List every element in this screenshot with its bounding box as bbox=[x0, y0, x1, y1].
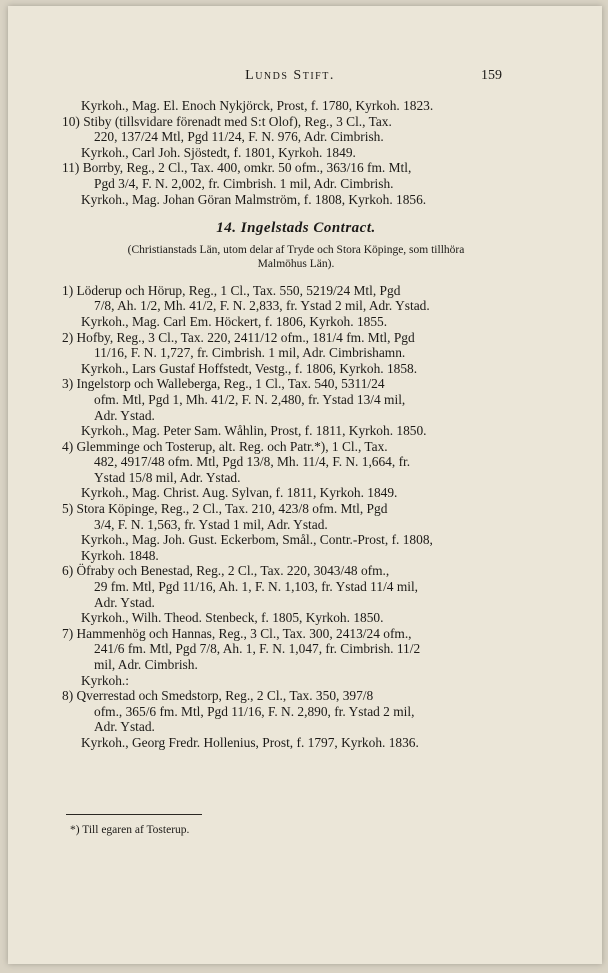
text-line: Kyrkoh., Mag. Christ. Aug. Sylvan, f. 1811, Kyrkoh. 1849. bbox=[81, 485, 398, 501]
text-line: 3/4, F. N. 1,563, fr. Ystad 1 mil, Adr. Ystad. bbox=[94, 516, 328, 532]
text-line: 4) Glemminge och Tosterup, alt. Reg. och Patr.*), 1 Cl., Tax. bbox=[62, 438, 388, 454]
text-line: 7/8, Ah. 1/2, Mh. 41/2, F. N. 2,833, fr. Ystad 2 mil, Adr. Ystad. bbox=[94, 298, 430, 314]
text-line: 2) Hofby, Reg., 3 Cl., Tax. 220, 2411/12 ofm., 181/4 fm. Mtl, Pgd bbox=[62, 329, 415, 345]
entry-5 bbox=[62, 501, 530, 563]
text-line: 241/6 fm. Mtl, Pgd 7/8, Ah. 1, F. N. 1,047, fr. Cimbrish. 11/2 bbox=[94, 641, 421, 657]
entry-6 bbox=[62, 563, 530, 625]
entry-4 bbox=[62, 439, 530, 501]
text-line: Kyrkoh., Lars Gustaf Hoffstedt, Vestg., f. 1806, Kyrkoh. 1858. bbox=[81, 360, 418, 376]
text-line: Adr. Ystad. bbox=[94, 594, 155, 610]
section-subtitle bbox=[62, 243, 530, 271]
text-line: 8) Qverrestad och Smedstorp, Reg., 2 Cl., Tax. 350, 397/8 bbox=[62, 688, 374, 704]
text-line: Pgd 3/4, F. N. 2,002, fr. Cimbrish. 1 mil, Adr. Cimbrish. bbox=[94, 175, 394, 191]
entry-1 bbox=[62, 283, 530, 330]
text-line: ofm. Mtl, Pgd 1, Mh. 41/2, F. N. 2,480, fr. Ystad 13/4 mil, bbox=[94, 391, 406, 407]
text-line: Kyrkoh., Georg Fredr. Hollenius, Prost, f. 1797, Kyrkoh. 1836. bbox=[81, 734, 419, 750]
text-line: 1) Löderup och Hörup, Reg., 1 Cl., Tax. 550, 5219/24 Mtl, Pgd bbox=[62, 282, 401, 298]
text-line: Kyrkoh., Carl Joh. Sjöstedt, f. 1801, Kyrkoh. 1849. bbox=[81, 144, 356, 160]
entry-8 bbox=[62, 688, 530, 750]
text-line: Kyrkoh. 1848. bbox=[81, 547, 159, 563]
text-line: Kyrkoh., Mag. Johan Göran Malmström, f. 1808, Kyrkoh. 1856. bbox=[81, 191, 427, 207]
text-line: 5) Stora Köpinge, Reg., 2 Cl., Tax. 210, 423/8 ofm. Mtl, Pgd bbox=[62, 501, 388, 517]
text-line: Kyrkoh.: bbox=[81, 672, 129, 688]
text-line: Adr. Ystad. bbox=[94, 719, 155, 735]
text-line: Kyrkoh., Mag. Peter Sam. Wåhlin, Prost, f. 1811, Kyrkoh. 1850. bbox=[81, 423, 427, 439]
text-line: Ystad 15/8 mil, Adr. Ystad. bbox=[94, 469, 241, 485]
page-body bbox=[62, 98, 530, 751]
text-line: Kyrkoh., Wilh. Theod. Stenbeck, f. 1805, Kyrkoh. 1850. bbox=[81, 610, 384, 626]
text-line: 3) Ingelstorp och Walleberga, Reg., 1 Cl., Tax. 540, 5311/24 bbox=[62, 376, 385, 392]
footnote-divider bbox=[66, 814, 202, 815]
text-line: 220, 137/24 Mtl, Pgd 11/24, F. N. 976, Adr. Cimbrish. bbox=[94, 129, 384, 145]
entry-7 bbox=[62, 626, 530, 688]
running-header bbox=[78, 68, 502, 88]
text-line: 11/16, F. N. 1,727, fr. Cimbrish. 1 mil, Adr. Cimbrishamn. bbox=[94, 345, 406, 361]
text-line: Kyrkoh., Mag. Joh. Gust. Eckerbom, Smål., Contr.-Prost, f. 1808, bbox=[81, 532, 433, 548]
page-title: Lunds Stift. bbox=[245, 68, 335, 83]
text-line: 29 fm. Mtl, Pgd 11/16, Ah. 1, F. N. 1,103, fr. Ystad 11/4 mil, bbox=[94, 579, 419, 595]
text-line: mil, Adr. Cimbrish. bbox=[94, 657, 198, 672]
text-line: 11) Borrby, Reg., 2 Cl., Tax. 400, omkr. 50 ofm., 363/16 fm. Mtl, bbox=[62, 160, 412, 176]
entry-3 bbox=[62, 376, 530, 438]
book-page bbox=[8, 6, 602, 964]
text-line: ofm., 365/6 fm. Mtl, Pgd 11/16, F. N. 2,890, fr. Ystad 2 mil, bbox=[94, 703, 415, 719]
text-line: Adr. Ystad. bbox=[94, 407, 155, 423]
section-heading: 14. Ingelstads Contract. bbox=[216, 220, 376, 237]
top-block bbox=[62, 98, 530, 207]
subtitle-line: Malmöhus Län). bbox=[257, 257, 335, 270]
subtitle-line: (Christianstads Län, utom delar af Tryde och Stora Köpinge, som tillhöra bbox=[127, 243, 465, 256]
text-line: 10) Stiby (tillsvidare förenadt med S:t Olof), Reg., 3 Cl., Tax. bbox=[62, 113, 392, 129]
text-line: 7) Hammenhög och Hannas, Reg., 3 Cl., Tax. 300, 2413/24 ofm., bbox=[62, 625, 412, 641]
text-line: Kyrkoh., Mag. El. Enoch Nykjörck, Prost, f. 1780, Kyrkoh. 1823. bbox=[81, 98, 434, 113]
text-line: Kyrkoh., Mag. Carl Em. Höckert, f. 1806, Kyrkoh. 1855. bbox=[81, 313, 388, 329]
entry-2 bbox=[62, 330, 530, 377]
text-line: 482, 4917/48 ofm. Mtl, Pgd 13/8, Mh. 11/4, F. N. 1,664, fr. bbox=[94, 454, 411, 470]
footnote: *) Till egaren af Tosterup. bbox=[70, 824, 190, 836]
text-line: 6) Öfraby och Benestad, Reg., 2 Cl., Tax. 220, 3043/48 ofm., bbox=[62, 563, 390, 579]
page-number: 159 bbox=[481, 68, 502, 83]
